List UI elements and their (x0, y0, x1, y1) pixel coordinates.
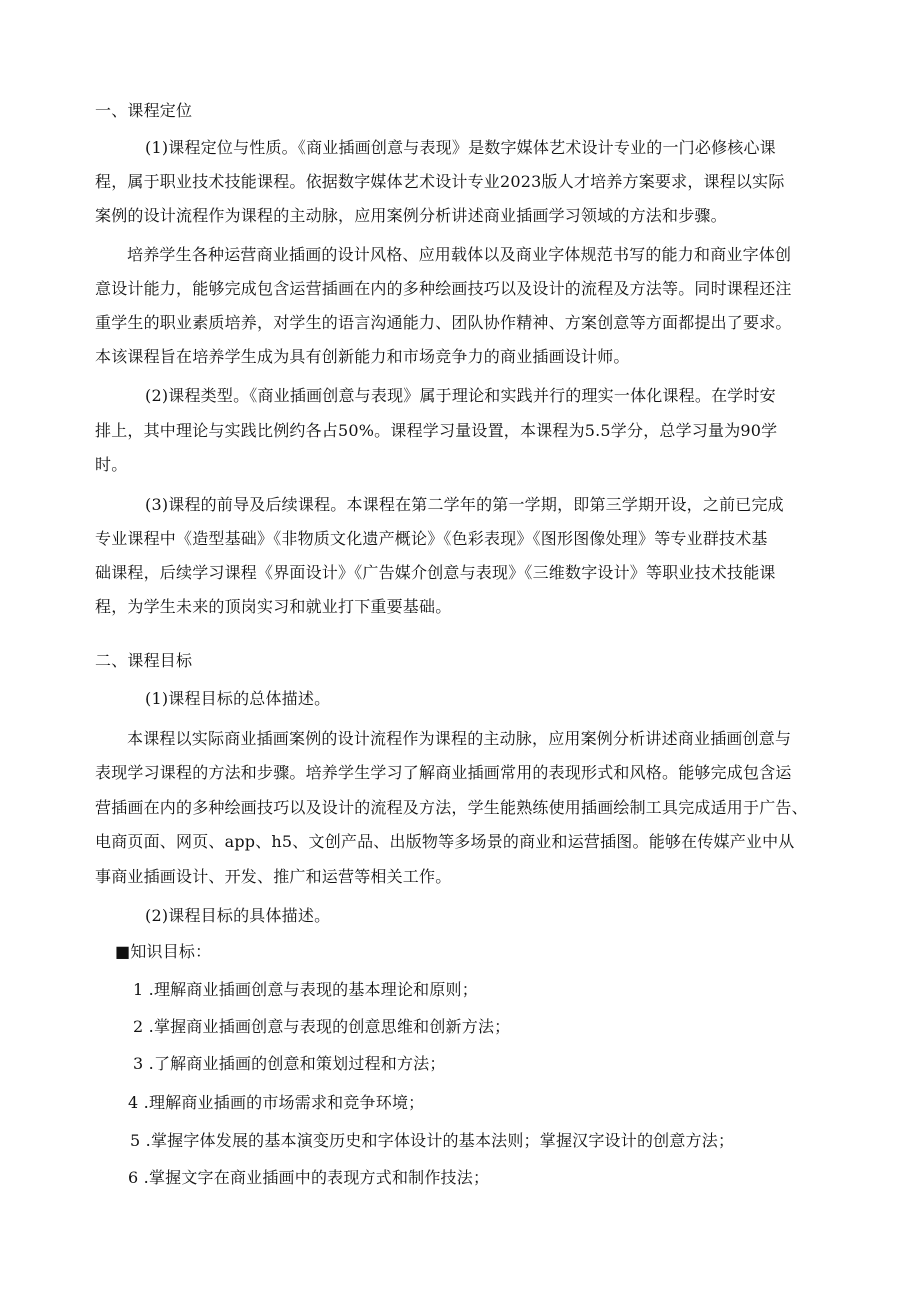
knowledge-item: 2 .掌握商业插画创意与表现的创意思维和创新方法； (133, 1017, 511, 1036)
paragraph-line: 重学生的职业素质培养，对学生的语言沟通能力、团队协作精神、方案创意等方面都提出了要求。 (95, 313, 792, 332)
paragraph-line: (1)课程目标的总体描述。 (145, 689, 331, 708)
paragraph-line: 营插画在内的多种绘画技巧以及设计的流程及方法，学生能熟练使用插画绘制工具完成适用于广告、 (95, 798, 808, 817)
paragraph-line: 意设计能力，能够完成包含运营插画在内的多种绘画技巧以及设计的流程及方法等。同时课程还注 (95, 279, 792, 298)
paragraph-line: (2)课程目标的具体描述。 (145, 906, 331, 925)
paragraph-line: 案例的设计流程作为课程的主动脉，应用案例分析讲述商业插画学习领域的方法和步骤。 (95, 206, 727, 225)
paragraph-line: 专业课程中《造型基础》《非物质文化遗产概论》《色彩表现》《图形图像处理》等专业群技术基 (95, 529, 768, 548)
paragraph-line: 事商业插画设计、开发、推广和运营等相关工作。 (95, 867, 452, 886)
section-heading: 一、课程定位 (95, 101, 193, 120)
knowledge-item: 3 .了解商业插画的创意和策划过程和方法； (133, 1054, 446, 1073)
paragraph-line: (2)课程类型。《商业插画创意与表现》属于理论和实践并行的理实一体化课程。在学时安 (145, 386, 776, 405)
paragraph-line: 程，属于职业技术技能课程。依据数字媒体艺术设计专业2023版人才培养方案要求，课程以实际 (95, 172, 785, 191)
paragraph-line: 础课程，后续学习课程《界面设计》《广告媒介创意与表现》《三维数字设计》等职业技术技能课 (95, 563, 776, 582)
paragraph-line: 时。 (95, 455, 128, 474)
paragraph-line: (3)课程的前导及后续课程。本课程在第二学年的第一学期，即第三学期开设，之前已完成 (145, 495, 784, 514)
knowledge-item: 5 .掌握字体发展的基本演变历史和字体设计的基本法则；掌握汉字设计的创意方法； (130, 1131, 735, 1150)
paragraph-line: 表现学习课程的方法和步骤。培养学生学习了解商业插画常用的表现形式和风格。能够完成包含运 (95, 763, 792, 782)
knowledge-goals-label: ■知识目标： (115, 942, 212, 961)
knowledge-item: 4 .理解商业插画的市场需求和竞争环境； (128, 1093, 425, 1112)
paragraph-line: 本该课程旨在培养学生成为具有创新能力和市场竞争力的商业插画设计师。 (95, 347, 630, 366)
paragraph-line: 电商页面、网页、app、h5、文创产品、出版物等多场景的商业和运营插图。能够在传媒产业中从 (95, 832, 795, 851)
knowledge-item: 1 .理解商业插画创意与表现的基本理论和原则； (133, 980, 478, 999)
paragraph-line: 本课程以实际商业插画案例的设计流程作为课程的主动脉，应用案例分析讲述商业插画创意与 (127, 729, 792, 748)
knowledge-item: 6 .掌握文字在商业插画中的表现方式和制作技法； (128, 1168, 490, 1187)
paragraph-line: 程，为学生未来的顶岗实习和就业打下重要基础。 (95, 597, 452, 616)
paragraph-line: (1)课程定位与性质。《商业插画创意与表现》是数字媒体艺术设计专业的一门必修核心课 (145, 138, 776, 157)
paragraph-line: 排上，其中理论与实践比例约各占50%。课程学习量设置，本课程为5.5学分，总学习量为90学 (95, 421, 778, 440)
section-heading: 二、课程目标 (95, 651, 193, 670)
paragraph-line: 培养学生各种运营商业插画的设计风格、应用载体以及商业字体规范书写的能力和商业字体创 (127, 245, 792, 264)
